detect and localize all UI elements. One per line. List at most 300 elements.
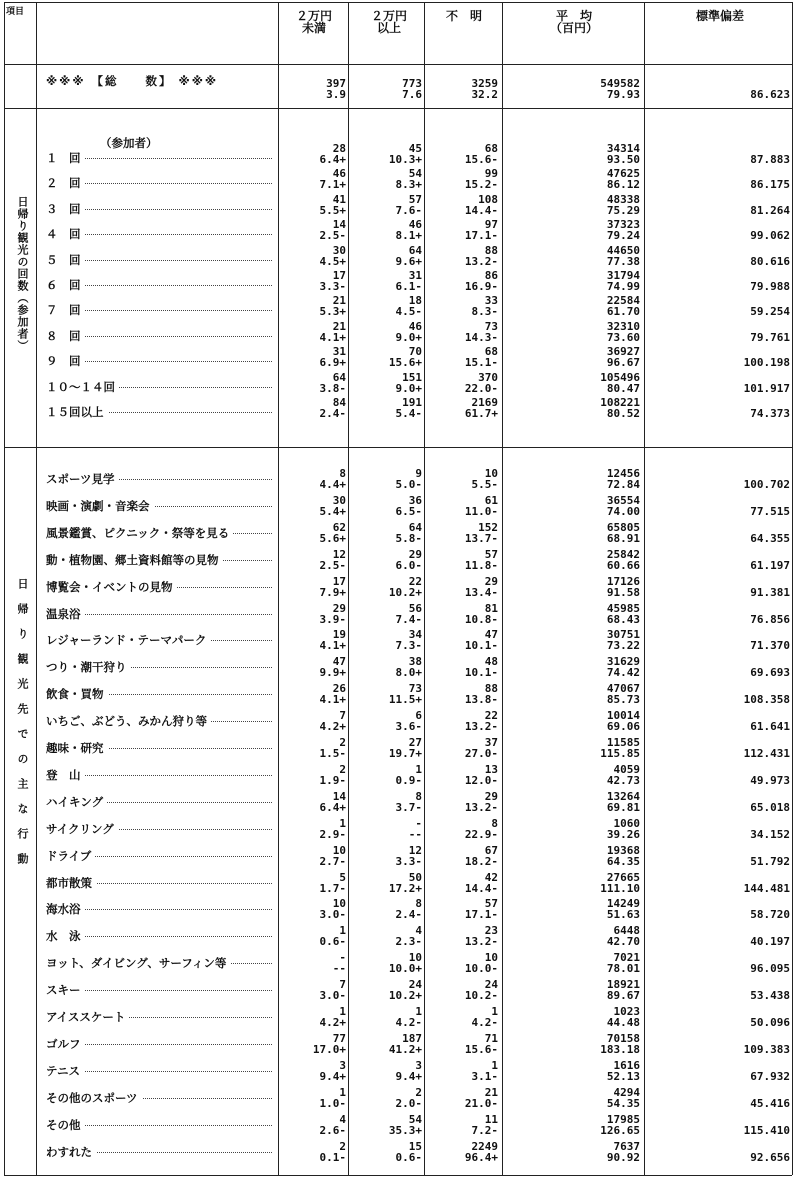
activity-row-sd: 144.481 <box>743 881 790 895</box>
activity-row-pct: 72.84 <box>606 478 640 491</box>
activity-row-pct: 11.0- <box>464 504 498 518</box>
activity-row-sd: 49.973 <box>750 773 790 787</box>
activity-row-label <box>46 1010 274 1024</box>
visits-row-pct: 77.38 <box>606 254 640 268</box>
activity-row-count: 1 <box>491 1005 498 1018</box>
visits-row-sd: 99.062 <box>750 229 790 243</box>
activity-row-sd: 51.792 <box>750 854 790 868</box>
activity-row-label <box>46 526 274 540</box>
activity-row-sd: 100.702 <box>743 478 790 491</box>
activity-row-label-text: テニス <box>46 1064 84 1078</box>
visits-row-pct: 74.99 <box>606 280 640 293</box>
activity-row-label <box>46 741 274 755</box>
activity-row-pct: 17.1- <box>464 908 498 922</box>
activity-row-pct: 3.0- <box>319 989 346 1003</box>
activity-row-count: 11585 <box>606 736 640 749</box>
activity-row-pct: -- <box>408 827 422 841</box>
visits-row-label <box>46 354 274 368</box>
visits-row-count: 31 <box>332 345 346 359</box>
visits-row-count: 64 <box>408 243 422 257</box>
border-left <box>4 2 5 1175</box>
activity-row-sd: 61.641 <box>750 720 790 734</box>
activity-row-pct: 74.42 <box>606 666 640 680</box>
activity-row-pct: 96.4+ <box>464 1150 498 1164</box>
header-average-line: 平 均 <box>555 9 592 23</box>
activity-row-pct: 115.85 <box>600 747 640 760</box>
visits-row-pct: 96.67 <box>606 356 640 370</box>
visits-row-count: 21 <box>332 319 346 333</box>
visits-row-label-text: １５回以上 <box>46 405 108 419</box>
activity-row-pct: 10.2+ <box>388 585 422 599</box>
activity-row-count: 1 <box>339 924 346 938</box>
header-under-20k <box>282 10 346 34</box>
activity-row-pct: 2.7- <box>319 854 346 868</box>
total-pct: 79.93 <box>606 88 640 101</box>
visits-row-pct: 7.1+ <box>319 178 346 192</box>
activity-row-sd: 64.355 <box>750 531 790 545</box>
activity-row-pct: 0.1- <box>319 1150 346 1164</box>
activity-row-pct: 2.3- <box>395 935 422 949</box>
visits-row-sd: 80.616 <box>750 254 790 268</box>
visits-row-pct: 5.3+ <box>319 305 346 319</box>
activity-row-pct: 2.5- <box>319 558 346 572</box>
activity-row-sd: 40.197 <box>750 935 790 949</box>
activity-row-count: 10014 <box>606 709 640 723</box>
total-pct: 32.2 <box>471 88 498 101</box>
activity-row-pct: 17.2+ <box>388 881 422 895</box>
activity-row-label-text: アイススケート <box>46 1010 129 1024</box>
activity-row-count: 2 <box>339 736 346 749</box>
visits-row-count: 46 <box>332 167 346 181</box>
activity-row-count: 2 <box>339 1139 346 1153</box>
visits-row-pct: 6.4+ <box>319 153 346 166</box>
activity-row-label <box>46 660 274 674</box>
activity-row-pct: 3.9- <box>319 612 346 626</box>
activity-row-count: 19368 <box>606 843 640 857</box>
activity-row-count: 27 <box>408 736 422 749</box>
visits-row-pct: 61.70 <box>606 305 640 319</box>
activity-row-count: 29 <box>484 574 498 588</box>
total-pct: 3.9 <box>326 88 346 101</box>
visits-row-pct: 73.60 <box>606 330 640 344</box>
visits-row-count: 84 <box>332 396 346 409</box>
activity-row-pct: 1.7- <box>319 881 346 895</box>
visits-row-pct: 5.4- <box>395 407 422 420</box>
visits-row-pct: 7.6- <box>395 203 422 217</box>
activity-row-sd: 71.370 <box>750 639 790 653</box>
activity-row-pct: 90.92 <box>606 1150 640 1164</box>
visits-row-count: 54 <box>408 167 422 181</box>
activity-row-sd: 91.381 <box>750 585 790 599</box>
activity-row-pct: 6.5- <box>395 504 422 518</box>
activity-row-pct: 12.0- <box>464 773 498 787</box>
activity-row-label <box>46 499 274 513</box>
header-over-20k-line: 以上 <box>376 21 401 35</box>
visits-row-label <box>46 151 274 165</box>
activity-row-pct: 1.9- <box>319 773 346 787</box>
total-label <box>46 74 274 88</box>
visits-row-pct: 61.7+ <box>464 407 498 420</box>
visits-row-pct: 2.4- <box>319 407 346 420</box>
visits-row-label <box>46 278 274 292</box>
activity-row-count: 9 <box>415 467 422 480</box>
activity-row-pct: 19.7+ <box>388 747 422 760</box>
header-average <box>508 10 640 34</box>
activity-row-count: 12 <box>332 547 346 561</box>
activity-row-pct: 9.9+ <box>319 666 346 680</box>
activity-row-pct: 5.4+ <box>319 504 346 518</box>
activity-row-label <box>46 956 274 970</box>
activity-row-pct: 6.0- <box>395 558 422 572</box>
activity-row-count: - <box>339 951 346 965</box>
activity-row-count: 1 <box>415 1005 422 1018</box>
visits-row-pct: 9.0+ <box>395 330 422 344</box>
visits-row-label <box>46 303 274 317</box>
activity-row-count: 13 <box>484 762 498 776</box>
activity-row-count: 1060 <box>613 816 640 830</box>
activity-row-pct: 126.65 <box>600 1123 640 1137</box>
visits-row-count: 191 <box>402 396 422 409</box>
visits-row-pct: 80.52 <box>606 407 640 420</box>
header-average-line: （百円） <box>549 21 598 35</box>
activity-row-label-text: サイクリング <box>46 822 118 836</box>
activity-row-count: 31629 <box>606 655 640 669</box>
visits-row-count: 108 <box>478 192 498 206</box>
activity-row-count: 67 <box>484 843 498 857</box>
visits-row-label-text: ８ 回 <box>46 329 85 343</box>
activity-row-pct: 7.2- <box>471 1123 498 1137</box>
activity-row-count: 4 <box>339 1112 346 1126</box>
activity-row-count: 1 <box>415 762 422 776</box>
activity-row-sd: 67.932 <box>750 1069 790 1083</box>
visits-row-pct: 16.9- <box>464 280 498 293</box>
activity-row-sd: 53.438 <box>750 989 790 1003</box>
visits-row-pct: 3.8- <box>319 381 346 395</box>
activity-row-count: 7 <box>339 709 346 723</box>
activity-row-count: 30751 <box>606 628 640 642</box>
activity-row-label <box>46 849 274 863</box>
activity-row-pct: 0.6- <box>395 1150 422 1164</box>
activity-row-pct: 5.6+ <box>319 531 346 545</box>
activity-row-count: 36554 <box>606 493 640 507</box>
visits-row-label <box>46 329 274 343</box>
activity-row-pct: 3.6- <box>395 720 422 734</box>
activity-row-count: 73 <box>408 682 422 696</box>
visits-row-count: 22584 <box>606 294 640 308</box>
activity-row-label-text: 水 泳 <box>46 929 85 943</box>
activity-row-sd: 69.693 <box>750 666 790 680</box>
visits-row-count: 370 <box>478 370 498 384</box>
activity-row-label <box>46 795 274 809</box>
activity-row-pct: 13.7- <box>464 531 498 545</box>
activity-row-label <box>46 822 274 836</box>
rule-col1 <box>348 2 349 1175</box>
activity-row-label-text: 登 山 <box>46 768 85 782</box>
activity-row-sd: 45.416 <box>750 1096 790 1110</box>
activity-row-label <box>46 607 274 621</box>
border-right <box>792 2 793 1175</box>
activity-row-label <box>46 1091 274 1105</box>
activity-row-pct: 27.0- <box>464 747 498 760</box>
activity-row-pct: 78.01 <box>606 962 640 976</box>
total-label-text: ※※※ 【総 数】 ※※※ <box>46 74 219 88</box>
visits-row-pct: 86.12 <box>606 178 640 192</box>
activity-row-pct: 22.9- <box>464 827 498 841</box>
activity-row-count: 11 <box>484 1112 498 1126</box>
activity-row-pct: 183.18 <box>600 1042 640 1056</box>
visits-row-count: 2169 <box>471 396 498 409</box>
activity-row-label-text: 動・植物園、郷土資料館等の見物 <box>46 553 223 567</box>
activity-row-label <box>46 1145 274 1159</box>
activity-row-pct: 41.2+ <box>388 1042 422 1056</box>
activity-row-count: 7021 <box>613 951 640 965</box>
activity-row-label-text: スポーツ見学 <box>46 472 119 486</box>
activity-row-count: 12 <box>408 843 422 857</box>
visits-row-pct: 8.3+ <box>395 178 422 192</box>
activity-row-count: 10 <box>332 897 346 911</box>
visits-row-sd: 100.198 <box>743 356 790 370</box>
activity-row-label-text: 温泉浴 <box>46 607 85 621</box>
activity-row-pct: 18.2- <box>464 854 498 868</box>
visits-row-sd: 59.254 <box>750 305 790 319</box>
visits-row-count: 44650 <box>606 243 640 257</box>
activity-row-count: 2 <box>339 762 346 776</box>
activity-row-label-text: レジャーランド・テーマパーク <box>46 633 210 647</box>
activity-row-sd: 65.018 <box>750 800 790 814</box>
activity-row-count: 24 <box>408 978 422 992</box>
activity-row-count: 8 <box>339 467 346 480</box>
header-over-20k-line: ２万円 <box>370 9 407 23</box>
activity-row-count: 29 <box>484 789 498 803</box>
visits-row-count: 99 <box>484 167 498 181</box>
activity-row-count: 1 <box>339 1005 346 1018</box>
header-over-20k <box>356 10 422 34</box>
visits-row-pct: 15.1- <box>464 356 498 370</box>
visits-row-label <box>46 405 274 419</box>
activity-row-pct: 85.73 <box>606 693 640 707</box>
activity-row-pct: 4.2+ <box>319 720 346 734</box>
activity-row-pct: 5.0- <box>395 478 422 491</box>
header-unknown-line: 不 明 <box>445 9 482 23</box>
activity-row-count: 8 <box>491 816 498 830</box>
visits-row-label-text: ９ 回 <box>46 354 85 368</box>
rule-col4 <box>644 2 645 1175</box>
activity-row-label <box>46 1037 274 1051</box>
visits-row-count: 37323 <box>606 218 640 232</box>
activity-row-count: 14249 <box>606 897 640 911</box>
activity-row-pct: 10.2- <box>464 989 498 1003</box>
visits-row-count: 68 <box>484 142 498 155</box>
activity-row-label-text: 風景鑑賞、ピクニック・祭等を見る <box>46 526 233 540</box>
activity-row-pct: 0.9- <box>395 773 422 787</box>
visits-row-count: 17 <box>332 269 346 282</box>
activity-row-pct: -- <box>332 962 346 976</box>
visits-row-pct: 5.5+ <box>319 203 346 217</box>
activity-row-label-text: 都市散策 <box>46 876 96 890</box>
activity-row-pct: 15.6- <box>464 1042 498 1056</box>
visits-row-label <box>46 227 274 241</box>
activity-row-count: 25842 <box>606 547 640 561</box>
activity-row-count: 4 <box>415 924 422 938</box>
rule-header-bottom <box>4 64 792 65</box>
activity-row-sd: 96.095 <box>750 962 790 976</box>
activity-row-count: 6448 <box>613 924 640 938</box>
activity-row-pct: 91.58 <box>606 585 640 599</box>
activity-row-label <box>46 633 274 647</box>
activity-row-pct: 4.2- <box>395 1016 422 1029</box>
visits-row-count: 68 <box>484 345 498 359</box>
header-under-20k-line: ２万円 <box>295 9 332 23</box>
activity-row-label <box>46 580 274 594</box>
activity-row-pct: 35.3+ <box>388 1123 422 1137</box>
activity-row-count: 1 <box>339 1085 346 1099</box>
activity-row-count: 2249 <box>471 1139 498 1153</box>
activity-row-count: 10 <box>484 951 498 965</box>
activity-row-pct: 10.2+ <box>388 989 422 1003</box>
section1-subheading: （参加者） <box>100 136 158 150</box>
activity-row-pct: 13.2- <box>464 720 498 734</box>
activity-row-sd: 112.431 <box>743 747 790 760</box>
activity-row-count: 23 <box>484 924 498 938</box>
visits-row-pct: 2.5- <box>319 229 346 243</box>
visits-row-sd: 86.175 <box>750 178 790 192</box>
activity-row-count: 6 <box>415 709 422 723</box>
activity-row-count: 19 <box>332 628 346 642</box>
visits-row-sd: 101.917 <box>743 381 790 395</box>
activity-row-pct: 5.8- <box>395 531 422 545</box>
activity-row-count: 10 <box>332 843 346 857</box>
activity-row-count: 1 <box>491 1058 498 1072</box>
visits-row-pct: 6.9+ <box>319 356 346 370</box>
activity-row-label-text: ドライブ <box>46 849 95 863</box>
activity-row-count: 18921 <box>606 978 640 992</box>
activity-row-count: 61 <box>484 493 498 507</box>
visits-row-pct: 15.6+ <box>388 356 422 370</box>
total-count: 3259 <box>471 77 498 90</box>
activity-row-pct: 2.9- <box>319 827 346 841</box>
visits-row-label <box>46 202 274 216</box>
activity-row-pct: 4.1+ <box>319 693 346 707</box>
visits-row-count: 46 <box>408 218 422 232</box>
activity-row-count: 17 <box>332 574 346 588</box>
activity-row-pct: 42.70 <box>606 935 640 949</box>
activity-row-label <box>46 1064 274 1078</box>
visits-row-sd: 79.761 <box>750 330 790 344</box>
activity-row-sd: 109.383 <box>743 1042 790 1056</box>
border-bottom <box>4 1175 792 1176</box>
section1-title: 日帰り観光の回数（参加者） <box>16 196 29 352</box>
activity-row-label-text: スキー <box>46 983 85 997</box>
visits-row-pct: 14.4- <box>464 203 498 217</box>
visits-row-pct: 22.0- <box>464 381 498 395</box>
activity-row-count: 3 <box>339 1058 346 1072</box>
activity-row-count: 30 <box>332 493 346 507</box>
activity-row-pct: 7.9+ <box>319 585 346 599</box>
visits-row-count: 41 <box>332 192 346 206</box>
activity-row-count: 2 <box>415 1085 422 1099</box>
activity-row-count: 71 <box>484 1031 498 1045</box>
activity-row-pct: 13.8- <box>464 693 498 707</box>
activity-row-count: 38 <box>408 655 422 669</box>
activity-row-pct: 73.22 <box>606 639 640 653</box>
activity-row-count: 1023 <box>613 1005 640 1018</box>
activity-row-pct: 8.0+ <box>395 666 422 680</box>
activity-row-count: 42 <box>484 870 498 884</box>
activity-row-label-text: その他 <box>46 1118 85 1132</box>
visits-row-count: 86 <box>484 269 498 282</box>
visits-row-count: 70 <box>408 345 422 359</box>
activity-row-pct: 3.1- <box>471 1069 498 1083</box>
visits-row-count: 30 <box>332 243 346 257</box>
activity-row-count: 26 <box>332 682 346 696</box>
visits-row-count: 31794 <box>606 269 640 282</box>
activity-row-pct: 42.73 <box>606 773 640 787</box>
visits-row-pct: 9.0+ <box>395 381 422 395</box>
activity-row-label-text: ゴルフ <box>46 1037 85 1051</box>
visits-row-sd: 81.264 <box>750 203 790 217</box>
activity-row-pct: 10.0- <box>464 962 498 976</box>
rule-label <box>278 2 279 1175</box>
activity-row-pct: 7.3- <box>395 639 422 653</box>
visits-row-count: 18 <box>408 294 422 308</box>
visits-row-count: 14 <box>332 218 346 232</box>
header-std-dev-line: 標準偏差 <box>695 9 744 23</box>
activity-row-pct: 44.48 <box>606 1016 640 1029</box>
header-under-20k-line: 未満 <box>301 21 326 35</box>
visits-row-count: 97 <box>484 218 498 232</box>
visits-row-pct: 80.47 <box>606 381 640 395</box>
activity-row-sd: 92.656 <box>750 1150 790 1164</box>
visits-row-label-text: １ 回 <box>46 151 85 165</box>
activity-row-sd: 108.358 <box>743 693 790 707</box>
activity-row-sd: 76.856 <box>750 612 790 626</box>
activity-row-pct: 54.35 <box>606 1096 640 1110</box>
activity-row-pct: 2.4- <box>395 908 422 922</box>
activity-row-count: 57 <box>484 897 498 911</box>
activity-row-pct: 10.8- <box>464 612 498 626</box>
activity-row-count: 4294 <box>613 1085 640 1099</box>
activity-row-label-text: つり・潮干狩り <box>46 660 131 674</box>
activity-row-pct: 111.10 <box>600 881 640 895</box>
visits-row-count: 28 <box>332 142 346 155</box>
activity-row-pct: 51.63 <box>606 908 640 922</box>
activity-row-pct: 2.0- <box>395 1096 422 1110</box>
visits-row-count: 36927 <box>606 345 640 359</box>
activity-row-count: 13264 <box>606 789 640 803</box>
visits-row-pct: 8.3- <box>471 305 498 319</box>
activity-row-count: 57 <box>484 547 498 561</box>
activity-row-pct: 52.13 <box>606 1069 640 1083</box>
activity-row-count: 36 <box>408 493 422 507</box>
activity-row-count: 81 <box>484 601 498 615</box>
activity-row-pct: 6.4+ <box>319 800 346 814</box>
activity-row-pct: 5.5- <box>471 478 498 491</box>
activity-row-pct: 11.8- <box>464 558 498 572</box>
activity-row-sd: 50.096 <box>750 1016 790 1029</box>
activity-row-label <box>46 1118 274 1132</box>
activity-row-pct: 1.0- <box>319 1096 346 1110</box>
visits-row-label <box>46 253 274 267</box>
activity-row-count: 14 <box>332 789 346 803</box>
activity-row-count: - <box>415 816 422 830</box>
activity-row-label-text: その他のスポーツ <box>46 1091 142 1105</box>
visits-row-pct: 3.3- <box>319 280 346 293</box>
activity-row-count: 1 <box>339 816 346 830</box>
activity-row-count: 45985 <box>606 601 640 615</box>
activity-row-count: 47 <box>484 628 498 642</box>
activity-row-sd: 34.152 <box>750 827 790 841</box>
activity-row-sd: 77.515 <box>750 504 790 518</box>
